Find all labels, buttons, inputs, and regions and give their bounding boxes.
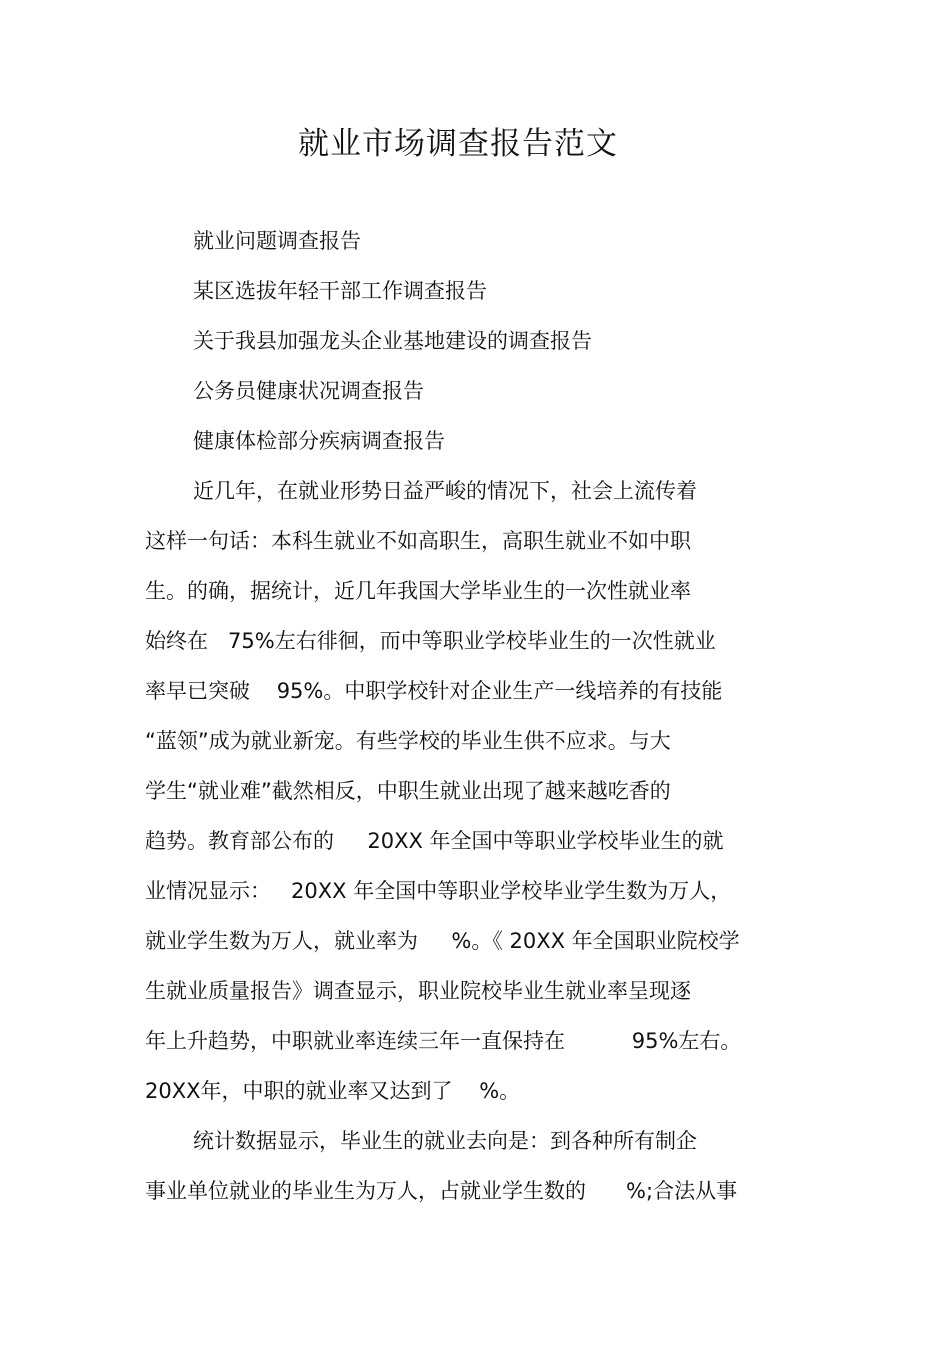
- related-link-2[interactable]: 某区选拔年轻干部工作调查报告: [193, 279, 487, 303]
- paragraph-line: 率早已突破 95%。中职学校针对企业生产一线培养的有技能: [145, 679, 723, 703]
- document-title: 就业市场调查报告范文: [298, 126, 618, 162]
- paragraph-line: 统计数据显示，毕业生的就业去向是：到各种所有制企: [193, 1129, 697, 1153]
- paragraph-line: “蓝领”成为就业新宠。有些学校的毕业生供不应求。与大: [145, 729, 671, 753]
- paragraph-line: 趋势。教育部公布的 20XX 年全国中等职业学校毕业生的就: [145, 829, 724, 853]
- paragraph-line: 学生“就业难”截然相反，中职生就业出现了越来越吃香的: [145, 779, 671, 803]
- paragraph-line: 业情况显示： 20XX 年全国中等职业学校毕业学生数为万人，: [145, 879, 732, 903]
- paragraph-line: 近几年，在就业形势日益严峻的情况下，社会上流传着: [193, 479, 697, 503]
- related-link-4[interactable]: 公务员健康状况调查报告: [193, 379, 424, 403]
- related-link-1[interactable]: 就业问题调查报告: [193, 229, 361, 253]
- related-link-3[interactable]: 关于我县加强龙头企业基地建设的调查报告: [193, 329, 592, 353]
- paragraph-line: 生就业质量报告》调查显示，职业院校毕业生就业率呈现逐: [145, 979, 691, 1003]
- related-link-5[interactable]: 健康体检部分疾病调查报告: [193, 429, 445, 453]
- paragraph-line: 就业学生数为万人，就业率为 %。《 20XX 年全国职业院校学: [145, 929, 740, 953]
- paragraph-line: 事业单位就业的毕业生为万人，占就业学生数的 %;合法从事: [145, 1179, 738, 1203]
- paragraph-line: 20XX年，中职的就业率又达到了 %。: [145, 1079, 521, 1103]
- paragraph-line: 这样一句话：本科生就业不如高职生，高职生就业不如中职: [145, 529, 691, 553]
- paragraph-line: 年上升趋势，中职就业率连续三年一直保持在 95%左右。: [145, 1029, 742, 1053]
- paragraph-line: 生。的确，据统计，近几年我国大学毕业生的一次性就业率: [145, 579, 691, 603]
- paragraph-line: 始终在 75%左右徘徊，而中等职业学校毕业生的一次性就业: [145, 629, 716, 653]
